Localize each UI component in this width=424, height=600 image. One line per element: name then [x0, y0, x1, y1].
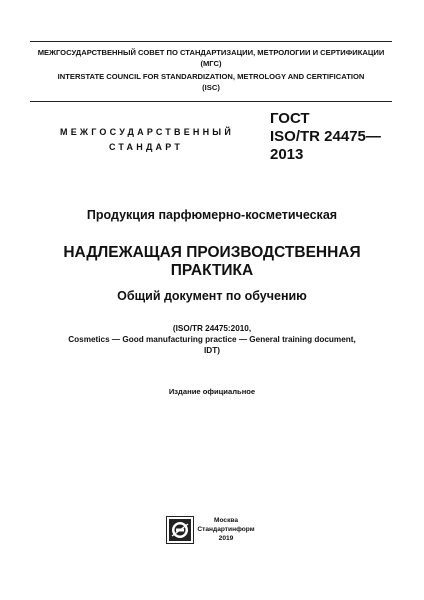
publisher-name: Стандартинформ	[197, 526, 255, 533]
title-line2: ПРАКТИКА	[170, 262, 254, 279]
publisher-info	[196, 516, 256, 543]
council-name-en: INTERSTATE COUNCIL FOR STANDARDIZATION, METROLOGY AND CERTIFICATION	[57, 72, 365, 81]
standard-type-line2: СТАНДАРТ	[108, 142, 184, 152]
document-subtitle: Общий документ по обучению	[117, 289, 307, 303]
product-category: Продукция парфюмерно-косметическая	[86, 208, 338, 222]
gost-line1: ГОСТ	[270, 110, 310, 127]
intl-ref-line1: (ISO/TR 24475:2010,	[172, 324, 252, 333]
gost-line3: 2013	[270, 146, 304, 163]
edition-label: Издание официальное	[168, 387, 256, 396]
council-name-ru: МЕЖГОСУДАРСТВЕННЫЙ СОВЕТ ПО СТАНДАРТИЗАЦИИ, МЕТРОЛОГИИ И СЕРТИФИКАЦИИ	[37, 48, 385, 57]
gost-line2: ISO/TR 24475—	[270, 128, 381, 145]
intl-ref-line2: Cosmetics — Good manufacturing practice — General training document,	[68, 335, 356, 344]
standard-type-line1: МЕЖГОСУДАРСТВЕННЫЙ	[60, 127, 234, 137]
council-abbr-ru: (МГС)	[200, 58, 222, 68]
international-reference	[40, 323, 384, 356]
standard-type	[60, 125, 232, 155]
council-abbr-en: (ISC)	[202, 82, 220, 92]
publisher-year: 2019	[218, 535, 234, 542]
document-title	[40, 244, 384, 280]
intl-ref-line3: IDT)	[204, 346, 220, 355]
standartinform-logo-icon	[166, 516, 194, 544]
gost-designation	[270, 110, 410, 164]
title-line1: НАДЛЕЖАЩАЯ ПРОИЗВОДСТВЕННАЯ	[63, 244, 361, 261]
council-header	[30, 41, 392, 102]
publisher-city: Москва	[213, 517, 239, 524]
